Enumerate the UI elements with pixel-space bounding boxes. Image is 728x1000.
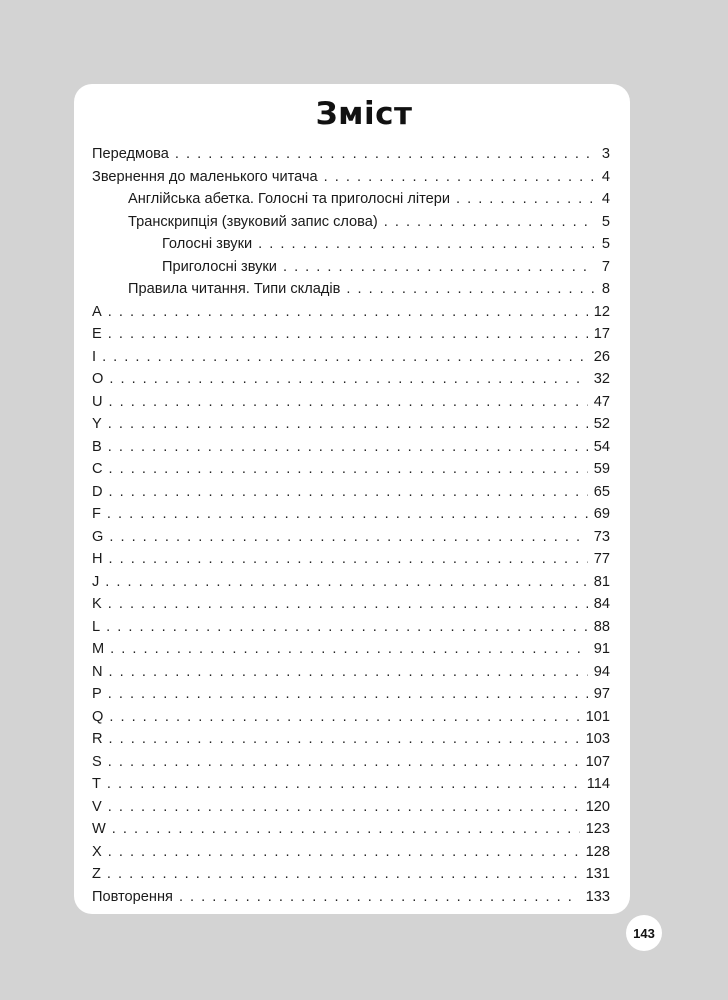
- dot-leader: [108, 751, 580, 774]
- toc-entry-label: M: [92, 641, 105, 657]
- toc-entry-page: 81: [593, 573, 610, 590]
- table-of-contents: [92, 143, 610, 908]
- toc-entry-page: 65: [593, 483, 610, 500]
- toc-entry[interactable]: [92, 661, 610, 684]
- dot-leader: [107, 773, 581, 796]
- toc-entry[interactable]: [92, 728, 610, 751]
- toc-entry[interactable]: [92, 391, 610, 414]
- dot-leader: [108, 683, 588, 706]
- toc-entry-label: N: [92, 663, 103, 680]
- dot-leader: [175, 143, 594, 166]
- toc-entry-label: O: [92, 371, 104, 387]
- toc-entry[interactable]: [92, 638, 610, 661]
- toc-entry[interactable]: [92, 841, 610, 864]
- toc-entry-page: 94: [593, 663, 610, 680]
- toc-entry-page: 101: [585, 708, 610, 725]
- toc-entry-page: 32: [593, 371, 610, 387]
- toc-entry-page: 107: [585, 753, 610, 770]
- toc-entry[interactable]: [92, 368, 610, 391]
- toc-entry[interactable]: [92, 796, 610, 819]
- toc-entry-label: Повторення: [92, 888, 173, 905]
- toc-entry[interactable]: [92, 323, 610, 346]
- toc-entry-page: 103: [585, 731, 610, 747]
- toc-entry-label: Приголосні звуки: [162, 258, 277, 275]
- toc-entry-label: C: [92, 461, 103, 477]
- toc-entry-page: 17: [593, 326, 610, 342]
- toc-entry[interactable]: [92, 706, 610, 729]
- dot-leader: [109, 728, 580, 751]
- toc-entry-label: Q: [92, 708, 104, 725]
- toc-entry-page: 77: [593, 551, 610, 567]
- toc-entry-page: 47: [593, 393, 610, 410]
- toc-entry-page: 5: [601, 213, 610, 230]
- toc-entry-label: F: [92, 506, 101, 522]
- dot-leader: [106, 616, 588, 639]
- toc-entry-page: 52: [593, 416, 610, 432]
- toc-entry[interactable]: [92, 863, 610, 886]
- dot-leader: [109, 706, 579, 729]
- toc-entry[interactable]: [92, 278, 610, 301]
- toc-entry[interactable]: [92, 751, 610, 774]
- dot-leader: [108, 593, 588, 616]
- toc-entry[interactable]: [92, 526, 610, 549]
- dot-leader: [109, 458, 588, 481]
- dot-leader: [107, 863, 580, 886]
- toc-entry-label: Голосні звуки: [162, 236, 253, 252]
- dot-leader: [108, 323, 588, 346]
- toc-entry-label: Звернення до маленького читача: [92, 168, 318, 185]
- toc-entry-label: B: [92, 438, 102, 455]
- dot-leader: [179, 886, 580, 909]
- toc-entry[interactable]: [92, 818, 610, 841]
- toc-entry[interactable]: [92, 683, 610, 706]
- toc-entry-page: 123: [585, 821, 610, 837]
- toc-entry-label: Англійська абетка. Голосні та приголосні літери: [128, 191, 450, 207]
- dot-leader: [108, 413, 588, 436]
- toc-entry[interactable]: [92, 481, 610, 504]
- toc-entry-label: A: [92, 303, 102, 320]
- toc-entry[interactable]: [92, 256, 610, 279]
- dot-leader: [109, 368, 587, 391]
- toc-entry-page: 84: [593, 596, 610, 612]
- toc-entry-label: W: [92, 821, 106, 837]
- toc-entry-label: X: [92, 843, 102, 860]
- toc-entry-label: S: [92, 753, 102, 770]
- toc-entry-label: Транскрипція (звуковий запис слова): [128, 213, 378, 230]
- toc-entry-label: H: [92, 551, 103, 567]
- dot-leader: [456, 188, 594, 211]
- toc-entry-page: 3: [601, 146, 610, 162]
- toc-entry-label: Правила читання. Типи складів: [128, 281, 341, 297]
- toc-entry[interactable]: [92, 773, 610, 796]
- dot-leader: [108, 436, 588, 459]
- toc-entry-label: I: [92, 348, 97, 365]
- toc-entry[interactable]: [92, 233, 610, 256]
- dot-leader: [112, 818, 580, 841]
- toc-entry-page: 91: [593, 641, 610, 657]
- toc-entry-page: 120: [585, 798, 610, 815]
- dot-leader: [105, 571, 587, 594]
- toc-entry-label: T: [92, 776, 101, 792]
- toc-entry-page: 97: [593, 686, 610, 702]
- toc-entry-page: 4: [601, 168, 610, 185]
- page-title: Зміст: [315, 96, 413, 132]
- toc-entry-label: D: [92, 483, 103, 500]
- toc-entry-page: 12: [593, 303, 610, 320]
- toc-entry-label: Y: [92, 416, 102, 432]
- toc-entry-page: 128: [585, 843, 610, 860]
- dot-leader: [108, 841, 580, 864]
- dot-leader: [258, 233, 594, 256]
- toc-entry[interactable]: [92, 143, 610, 166]
- toc-entry-label: L: [92, 618, 101, 635]
- toc-entry-label: E: [92, 326, 102, 342]
- toc-entry-label: U: [92, 393, 103, 410]
- dot-leader: [346, 278, 594, 301]
- dot-leader: [283, 256, 594, 279]
- toc-entry-page: 59: [593, 461, 610, 477]
- toc-entry-page: 73: [593, 528, 610, 545]
- toc-entry[interactable]: [92, 571, 610, 594]
- toc-entry-label: Передмова: [92, 146, 169, 162]
- toc-entry-label: R: [92, 731, 103, 747]
- toc-entry-page: 133: [585, 888, 610, 905]
- dot-leader: [109, 526, 587, 549]
- dot-leader: [109, 548, 588, 571]
- page-number-badge: 143: [626, 915, 662, 951]
- dot-leader: [108, 301, 588, 324]
- toc-entry-label: J: [92, 573, 100, 590]
- toc-entry[interactable]: [92, 211, 610, 234]
- toc-entry-page: 114: [586, 776, 610, 792]
- toc-entry[interactable]: [92, 458, 610, 481]
- toc-entry[interactable]: [92, 413, 610, 436]
- toc-entry[interactable]: [92, 346, 610, 369]
- toc-entry[interactable]: [92, 166, 610, 189]
- toc-entry-label: K: [92, 596, 102, 612]
- dot-leader: [109, 661, 588, 684]
- toc-entry-page: 5: [601, 236, 610, 252]
- toc-entry[interactable]: [92, 301, 610, 324]
- toc-entry-page: 8: [601, 281, 610, 297]
- toc-entry-page: 4: [601, 191, 610, 207]
- toc-entry-page: 54: [593, 438, 610, 455]
- toc-entry[interactable]: [92, 886, 610, 909]
- toc-entry[interactable]: [92, 436, 610, 459]
- toc-entry-page: 131: [585, 866, 610, 882]
- toc-entry[interactable]: [92, 503, 610, 526]
- dot-leader: [107, 503, 588, 526]
- toc-entry-page: 88: [593, 618, 610, 635]
- toc-entry[interactable]: [92, 548, 610, 571]
- toc-entry-label: P: [92, 686, 102, 702]
- toc-entry-page: 7: [601, 258, 610, 275]
- dot-leader: [110, 638, 588, 661]
- dot-leader: [384, 211, 594, 234]
- dot-leader: [102, 346, 588, 369]
- toc-entry-label: G: [92, 528, 104, 545]
- toc-entry[interactable]: [92, 616, 610, 639]
- toc-entry-label: V: [92, 798, 102, 815]
- toc-entry-page: 69: [593, 506, 610, 522]
- dot-leader: [109, 391, 588, 414]
- toc-entry[interactable]: [92, 188, 610, 211]
- dot-leader: [108, 796, 580, 819]
- toc-entry-page: 26: [593, 348, 610, 365]
- dot-leader: [109, 481, 588, 504]
- toc-entry[interactable]: [92, 593, 610, 616]
- toc-entry-label: Z: [92, 866, 101, 882]
- dot-leader: [324, 166, 594, 189]
